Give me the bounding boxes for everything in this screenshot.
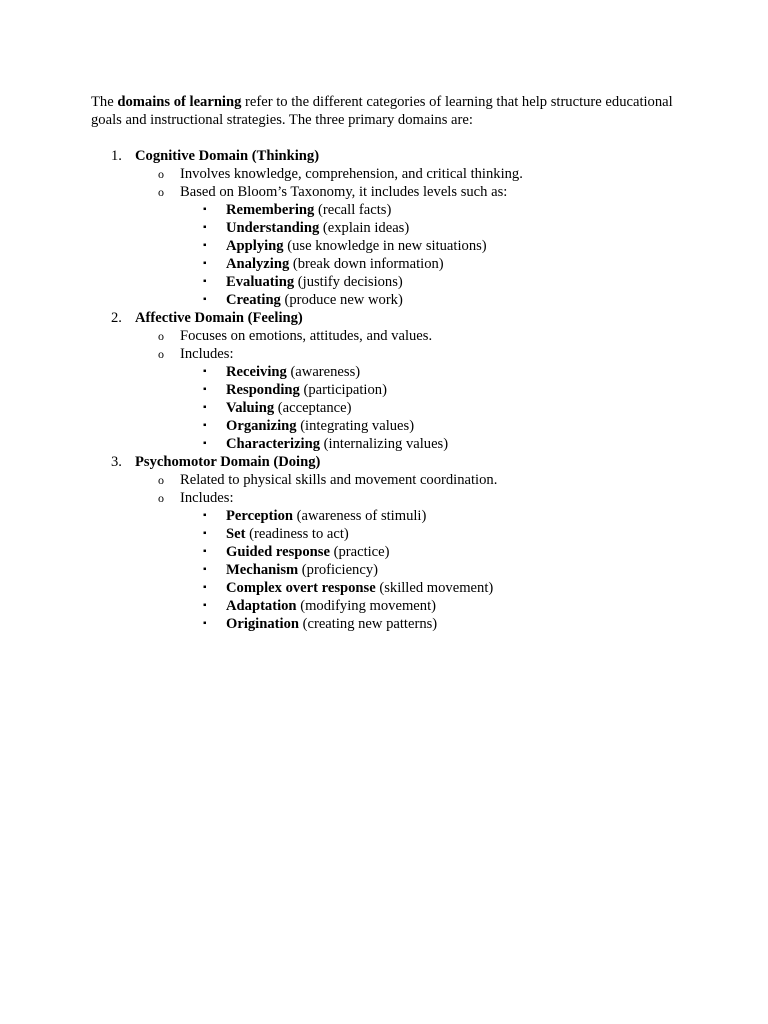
square-bullet-icon: ▪ [203,240,207,251]
point-text: Focuses on emotions, attitudes, and values. [180,328,433,344]
level-desc: (internalizing values) [320,436,449,452]
level-text [226,201,391,219]
square-bullet-icon: ▪ [203,204,207,215]
level-item [91,399,691,417]
level-item [91,525,691,543]
level-text [226,381,387,399]
intro-prefix: The [91,94,118,110]
document-page [91,93,691,633]
square-bullet-icon: ▪ [203,546,207,557]
level-desc: (modifying movement) [296,598,436,614]
level-item [91,255,691,273]
square-bullet-icon: ▪ [203,438,207,449]
square-bullet-icon: ▪ [203,258,207,269]
level-text [226,417,414,435]
domain-point [91,165,691,183]
circle-bullet-icon: o [158,491,164,505]
level-desc: (acceptance) [274,400,352,416]
square-bullet-icon: ▪ [203,618,207,629]
level-desc: (practice) [329,544,390,560]
list-number: 2. [111,310,122,326]
level-desc: (break down information) [289,256,444,272]
domain-title: Affective Domain (Feeling) [135,310,303,326]
square-bullet-icon: ▪ [203,222,207,233]
square-bullet-icon: ▪ [203,528,207,539]
level-desc: (skilled movement) [375,580,494,596]
domain-item [91,147,691,165]
point-text: Includes: [180,490,234,506]
domain-point [91,471,691,489]
level-desc: (proficiency) [298,562,378,578]
domain-point [91,345,691,363]
level-term: Characterizing [226,436,321,452]
square-bullet-icon: ▪ [203,402,207,413]
point-text: Based on Bloom’s Taxonomy, it includes levels such as: [180,184,508,200]
level-text [226,435,448,453]
level-term: Guided response [226,544,330,560]
level-desc: (readiness to act) [245,526,349,542]
level-term: Complex overt response [226,580,376,596]
level-term: Receiving [226,364,287,380]
level-term: Understanding [226,220,320,236]
level-item [91,273,691,291]
level-item [91,219,691,237]
circle-bullet-icon: o [158,347,164,361]
circle-bullet-icon: o [158,185,164,199]
level-term: Remembering [226,202,315,218]
square-bullet-icon: ▪ [203,384,207,395]
level-term: Organizing [226,418,297,434]
square-bullet-icon: ▪ [203,510,207,521]
level-text [226,237,487,255]
level-text [226,525,349,543]
level-text [226,561,378,579]
level-text [226,507,426,525]
level-term: Evaluating [226,274,295,290]
level-text [226,543,390,561]
level-item [91,381,691,399]
level-term: Origination [226,616,299,632]
intro-paragraph [91,93,691,129]
level-term: Mechanism [226,562,299,578]
level-item [91,435,691,453]
level-desc: (explain ideas) [319,220,410,236]
level-term: Adaptation [226,598,297,614]
domain-item [91,309,691,327]
level-item [91,507,691,525]
list-number: 3. [111,454,122,470]
intro-bold-term: domains of learning [117,94,242,110]
square-bullet-icon: ▪ [203,564,207,575]
level-text [226,579,493,597]
domain-point [91,183,691,201]
level-item [91,201,691,219]
level-item [91,291,691,309]
level-term: Applying [226,238,284,254]
level-text [226,255,444,273]
level-desc: (use knowledge in new situations) [283,238,487,254]
level-term: Analyzing [226,256,290,272]
level-desc: (awareness of stimuli) [293,508,427,524]
level-item [91,237,691,255]
level-desc: (integrating values) [296,418,415,434]
circle-bullet-icon: o [158,329,164,343]
circle-bullet-icon: o [158,473,164,487]
level-term: Responding [226,382,300,398]
intro-suffix: refer to the different categories of learning that help structure educational goals and instructional strategies. The three primary domains are: [91,94,673,128]
level-item [91,615,691,633]
domain-point [91,489,691,507]
level-desc: (recall facts) [314,202,392,218]
level-text [226,615,437,633]
square-bullet-icon: ▪ [203,600,207,611]
level-item [91,363,691,381]
point-text: Includes: [180,346,234,362]
domain-title: Psychomotor Domain (Doing) [135,454,321,470]
level-item [91,417,691,435]
square-bullet-icon: ▪ [203,420,207,431]
level-item [91,543,691,561]
level-term: Set [226,526,246,542]
level-item [91,561,691,579]
level-desc: (participation) [299,382,387,398]
list-number: 1. [111,148,122,164]
level-desc: (justify decisions) [294,274,403,290]
square-bullet-icon: ▪ [203,582,207,593]
level-text [226,597,436,615]
level-desc: (creating new patterns) [298,616,438,632]
domain-point [91,327,691,345]
level-text [226,363,360,381]
level-desc: (produce new work) [280,292,403,308]
level-text [226,399,352,417]
circle-bullet-icon: o [158,167,164,181]
level-text [226,219,409,237]
square-bullet-icon: ▪ [203,276,207,287]
point-text: Related to physical skills and movement coordination. [180,472,498,488]
level-term: Perception [226,508,294,524]
square-bullet-icon: ▪ [203,366,207,377]
domain-item [91,453,691,471]
level-text [226,291,403,309]
level-item [91,597,691,615]
level-item [91,579,691,597]
domain-title: Cognitive Domain (Thinking) [135,148,320,164]
domains-list [91,147,691,633]
level-text [226,273,403,291]
level-term: Valuing [226,400,275,416]
level-term: Creating [226,292,281,308]
square-bullet-icon: ▪ [203,294,207,305]
point-text: Involves knowledge, comprehension, and critical thinking. [180,166,523,182]
level-desc: (awareness) [286,364,361,380]
